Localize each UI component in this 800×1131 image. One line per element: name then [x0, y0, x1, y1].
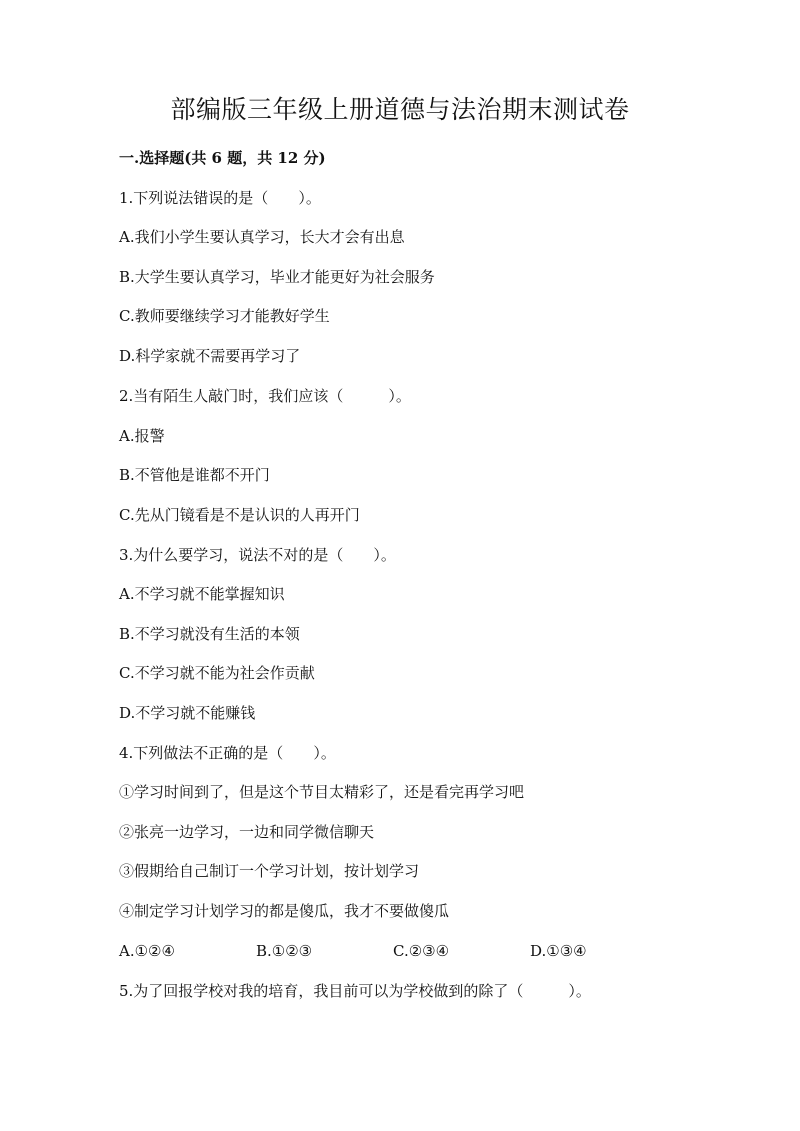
- question-3-option-c[interactable]: C.不学习就不能为社会作贡献: [119, 664, 315, 682]
- question-4-option-d[interactable]: D.①③④: [530, 942, 587, 960]
- question-3-option-d[interactable]: D.不学习就不能赚钱: [119, 704, 256, 722]
- question-4-stem: 4.下列做法不正确的是（ ）。: [119, 744, 336, 762]
- question-3-stem: 3.为什么要学习，说法不对的是（ ）。: [119, 546, 396, 564]
- question-4-option-b[interactable]: B.①②③: [256, 942, 313, 960]
- question-2-option-a[interactable]: A.报警: [119, 427, 165, 445]
- question-1-stem: 1.下列说法错误的是（ ）。: [119, 189, 321, 207]
- question-3-option-a[interactable]: A.不学习就不能掌握知识: [119, 585, 285, 603]
- page-title: 部编版三年级上册道德与法治期末测试卷: [170, 95, 630, 124]
- question-2-option-b[interactable]: B.不管他是谁都不开门: [119, 466, 270, 484]
- question-5-stem: 5.为了回报学校对我的培育，我目前可以为学校做到的除了（ ）。: [119, 982, 591, 1000]
- question-1-option-a[interactable]: A.我们小学生要认真学习，长大才会有出息: [119, 228, 405, 246]
- question-4-statement-3: ③假期给自己制订一个学习计划，按计划学习: [119, 862, 420, 880]
- question-1-option-c[interactable]: C.教师要继续学习才能教好学生: [119, 307, 330, 325]
- question-4-option-a[interactable]: A.①②④: [119, 942, 175, 960]
- question-3-option-b[interactable]: B.不学习就没有生活的本领: [119, 625, 300, 643]
- question-1-option-b[interactable]: B.大学生要认真学习，毕业才能更好为社会服务: [119, 268, 435, 286]
- section-heading: 一.选择题(共 6 题，共 12 分): [119, 149, 326, 167]
- question-4-option-c[interactable]: C.②③④: [393, 942, 450, 960]
- question-2-option-c[interactable]: C.先从门镜看是不是认识的人再开门: [119, 506, 360, 524]
- question-2-stem: 2.当有陌生人敲门时，我们应该（ ）。: [119, 387, 411, 405]
- question-4-statement-2: ②张亮一边学习，一边和同学微信聊天: [119, 823, 375, 841]
- question-1-option-d[interactable]: D.科学家就不需要再学习了: [119, 347, 301, 365]
- question-4-statement-1: ①学习时间到了，但是这个节目太精彩了，还是看完再学习吧: [119, 783, 525, 801]
- question-4-statement-4: ④制定学习计划学习的都是傻瓜，我才不要做傻瓜: [119, 902, 450, 920]
